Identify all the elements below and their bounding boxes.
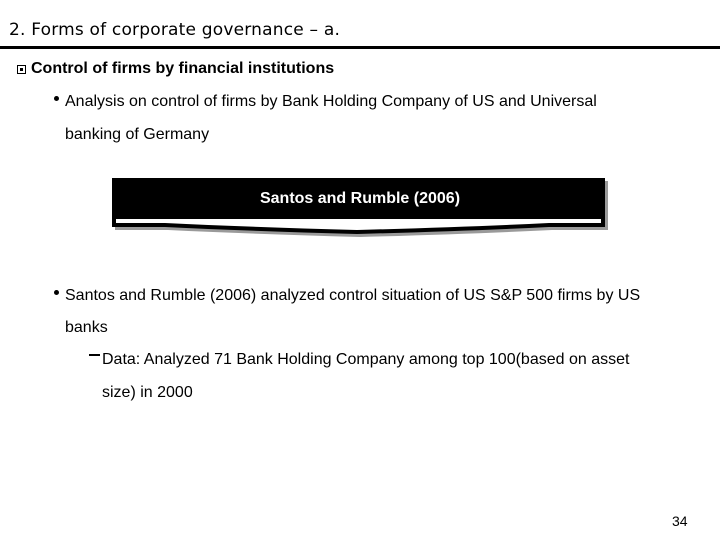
- bullet-2-text: Santos and Rumble (2006) analyzed control situation of US S&P 500 firms by US: [65, 287, 641, 304]
- sub-bullet-line-1: [89, 351, 629, 369]
- banner-shape: [112, 178, 608, 238]
- dot-bullet-icon: [54, 96, 59, 101]
- slide-title: 2. Forms of corporate governance – a.: [9, 20, 341, 40]
- sub-bullet-line-2: size) in 2000: [102, 384, 193, 401]
- square-bullet-icon: [17, 65, 26, 74]
- page-number: 34: [672, 513, 688, 529]
- bullet-2-line-1: [54, 287, 640, 305]
- dot-bullet-icon: [54, 290, 59, 295]
- reference-banner: [112, 178, 608, 238]
- bullet-1-line-1: [54, 93, 597, 111]
- bullet-2-line-2: banks: [65, 319, 108, 336]
- section-heading: [17, 60, 334, 78]
- title-divider: [0, 46, 720, 49]
- bullet-1-text: Analysis on control of firms by Bank Holding Company of US and Universal: [65, 93, 597, 110]
- section-heading-text: Control of firms by financial institutions: [31, 60, 335, 77]
- sub-bullet-text: Data: Analyzed 71 Bank Holding Company among top 100(based on asset: [102, 351, 630, 368]
- banner-label: Santos and Rumble (2006): [259, 190, 461, 207]
- dash-bullet-icon: [89, 354, 100, 356]
- bullet-1-line-2: banking of Germany: [65, 126, 210, 143]
